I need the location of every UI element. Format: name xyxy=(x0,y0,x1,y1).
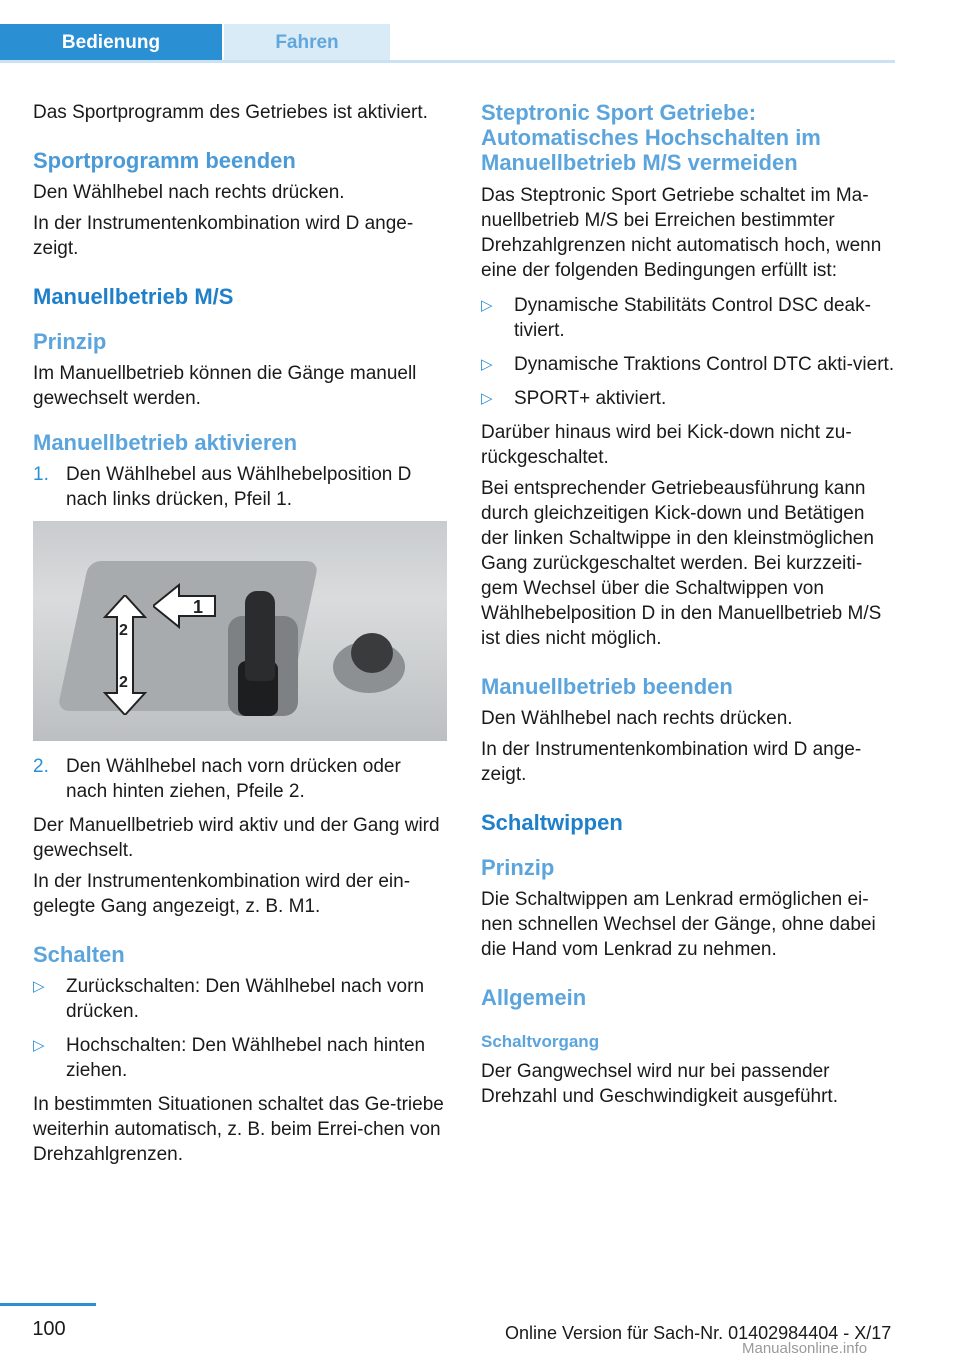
controller-knob xyxy=(351,633,393,673)
schalten-list xyxy=(33,974,447,1083)
list-item xyxy=(481,352,895,377)
heading-prinzip: Prinzip xyxy=(33,329,107,354)
auto-text: In bestimmten Situationen schaltet das Ge‐triebe weiterhin automatisch, z. B. beim Errei‐chen von Drehzahlgrenzen. xyxy=(33,1094,444,1165)
arrow-up-down-icon xyxy=(103,595,147,715)
steps-list-2 xyxy=(33,754,447,804)
step-number: 2. xyxy=(33,756,49,777)
triangle-right-icon: ▷ xyxy=(481,297,493,314)
manual-end-text-1: Den Wählhebel nach rechts drücken. xyxy=(481,708,793,729)
bullet-text: Hochschalten: Den Wählhebel nach hinten ziehen. xyxy=(66,1035,426,1081)
heading-prinzip-right: Prinzip xyxy=(481,855,555,880)
triangle-right-icon: ▷ xyxy=(33,978,45,995)
active-text: Der Manuellbetrieb wird aktiv und der Gang wird gewechselt. xyxy=(33,815,440,861)
bullet-text: Dynamische Stabilitäts Control DSC deak‐tiviert. xyxy=(514,295,871,341)
manual-end-text-2: In der Instrumentenkombination wird D ange‐zeigt. xyxy=(481,739,862,785)
heading-allgemein: Allgemein xyxy=(481,985,587,1010)
list-item xyxy=(33,754,447,804)
wippen-prinzip-text: Die Schaltwippen am Lenkrad ermöglichen ei‐nen schnellen Wechsel der Gänge, ohne dabei die Hand vom Lenkrad zu nehmen. xyxy=(481,889,876,960)
chapter-tabs xyxy=(0,24,895,62)
page-number: 100 xyxy=(32,1318,66,1340)
header-rule xyxy=(0,60,895,63)
left-column xyxy=(33,100,447,1178)
steps-list-1 xyxy=(33,462,447,512)
equipment-text: Bei entsprechender Getriebeausführung kann durch gleichzeitigen Kick-down und Betätigen der linken Schaltwippe in den kleinstmöglichen Gang zurückgeschaltet werden. Bei kurzzeiti‐gem Wechsel über die Schaltwippen von Wählhebelposition D in den Manuellbetrieb M/S ist dies nicht möglich. xyxy=(481,478,882,649)
list-item xyxy=(481,293,895,343)
arrow-left-icon xyxy=(153,583,217,629)
gear-selector-figure xyxy=(33,521,447,741)
watermark: Manualsonline.info xyxy=(742,1340,868,1357)
heading-activate: Manuellbetrieb aktivieren xyxy=(33,430,298,455)
step-number: 1. xyxy=(33,464,49,485)
arrow-2b-label: 2 xyxy=(119,674,128,691)
right-column xyxy=(481,100,895,1120)
triangle-right-icon: ▷ xyxy=(481,390,493,407)
arrow-1-label: 1 xyxy=(193,597,204,617)
list-item xyxy=(33,974,447,1024)
step-text: Den Wählhebel nach vorn drücken oder nach hinten ziehen, Pfeile 2. xyxy=(66,756,401,802)
footer-rule xyxy=(0,1303,96,1306)
heading-manual-end: Manuellbetrieb beenden xyxy=(481,674,733,699)
list-item xyxy=(33,1033,447,1083)
triangle-right-icon: ▷ xyxy=(481,356,493,373)
heading-schalten: Schalten xyxy=(33,942,125,967)
triangle-right-icon: ▷ xyxy=(33,1037,45,1054)
gear-lever xyxy=(245,591,275,681)
display-text: In der Instrumentenkombination wird der ein‐gelegte Gang angezeigt, z. B. M1. xyxy=(33,871,411,917)
heading-sport-end: Sportprogramm beenden xyxy=(33,148,296,173)
step-text: Den Wählhebel aus Wählhebelposition D nach links drücken, Pfeil 1. xyxy=(66,464,412,510)
tab-fahren[interactable]: Fahren xyxy=(224,24,390,62)
heading-schaltvorgang: Schaltvorgang xyxy=(481,1032,600,1051)
steptronic-text: Das Steptronic Sport Getriebe schaltet im Ma‐nuellbetrieb M/S bei Erreichen bestimmter Drehzahlgrenzen nicht automatisch hoch, wenn eine der folgenden Bedingungen erfüllt ist: xyxy=(481,185,882,281)
heading-steptronic: Steptronic Sport Getriebe: Automatisches Hochschalten im Manuellbetrieb M/S vermeiden xyxy=(481,100,821,175)
intro-text: Das Sportprogramm des Getriebes ist aktiviert. xyxy=(33,102,428,123)
sport-end-text-2: In der Instrumentenkombination wird D ange‐zeigt. xyxy=(33,213,414,259)
kickdown-text: Darüber hinaus wird bei Kick-down nicht zu‐rückgeschaltet. xyxy=(481,422,852,468)
bullet-text: SPORT+ aktiviert. xyxy=(514,388,667,409)
sport-end-text-1: Den Wählhebel nach rechts drücken. xyxy=(33,182,345,203)
schaltvorgang-text: Der Gangwechsel wird nur bei passender Drehzahl und Geschwindigkeit ausgeführt. xyxy=(481,1061,838,1107)
heading-manual: Manuellbetrieb M/S xyxy=(33,284,234,309)
list-item xyxy=(33,462,447,512)
tab-bedienung[interactable]: Bedienung xyxy=(0,24,222,62)
heading-schaltwippen: Schaltwippen xyxy=(481,810,623,835)
conditions-list xyxy=(481,293,895,411)
list-item xyxy=(481,386,895,411)
arrow-2a-label: 2 xyxy=(119,622,128,639)
prinzip-text: Im Manuellbetrieb können die Gänge manuell gewechselt werden. xyxy=(33,363,417,409)
bullet-text: Zurückschalten: Den Wählhebel nach vorn drücken. xyxy=(66,976,425,1022)
online-version-note: Online Version für Sach-Nr. 01402984404 - X/17 xyxy=(505,1323,892,1343)
bullet-text: Dynamische Traktions Control DTC akti‐viert. xyxy=(514,354,895,375)
